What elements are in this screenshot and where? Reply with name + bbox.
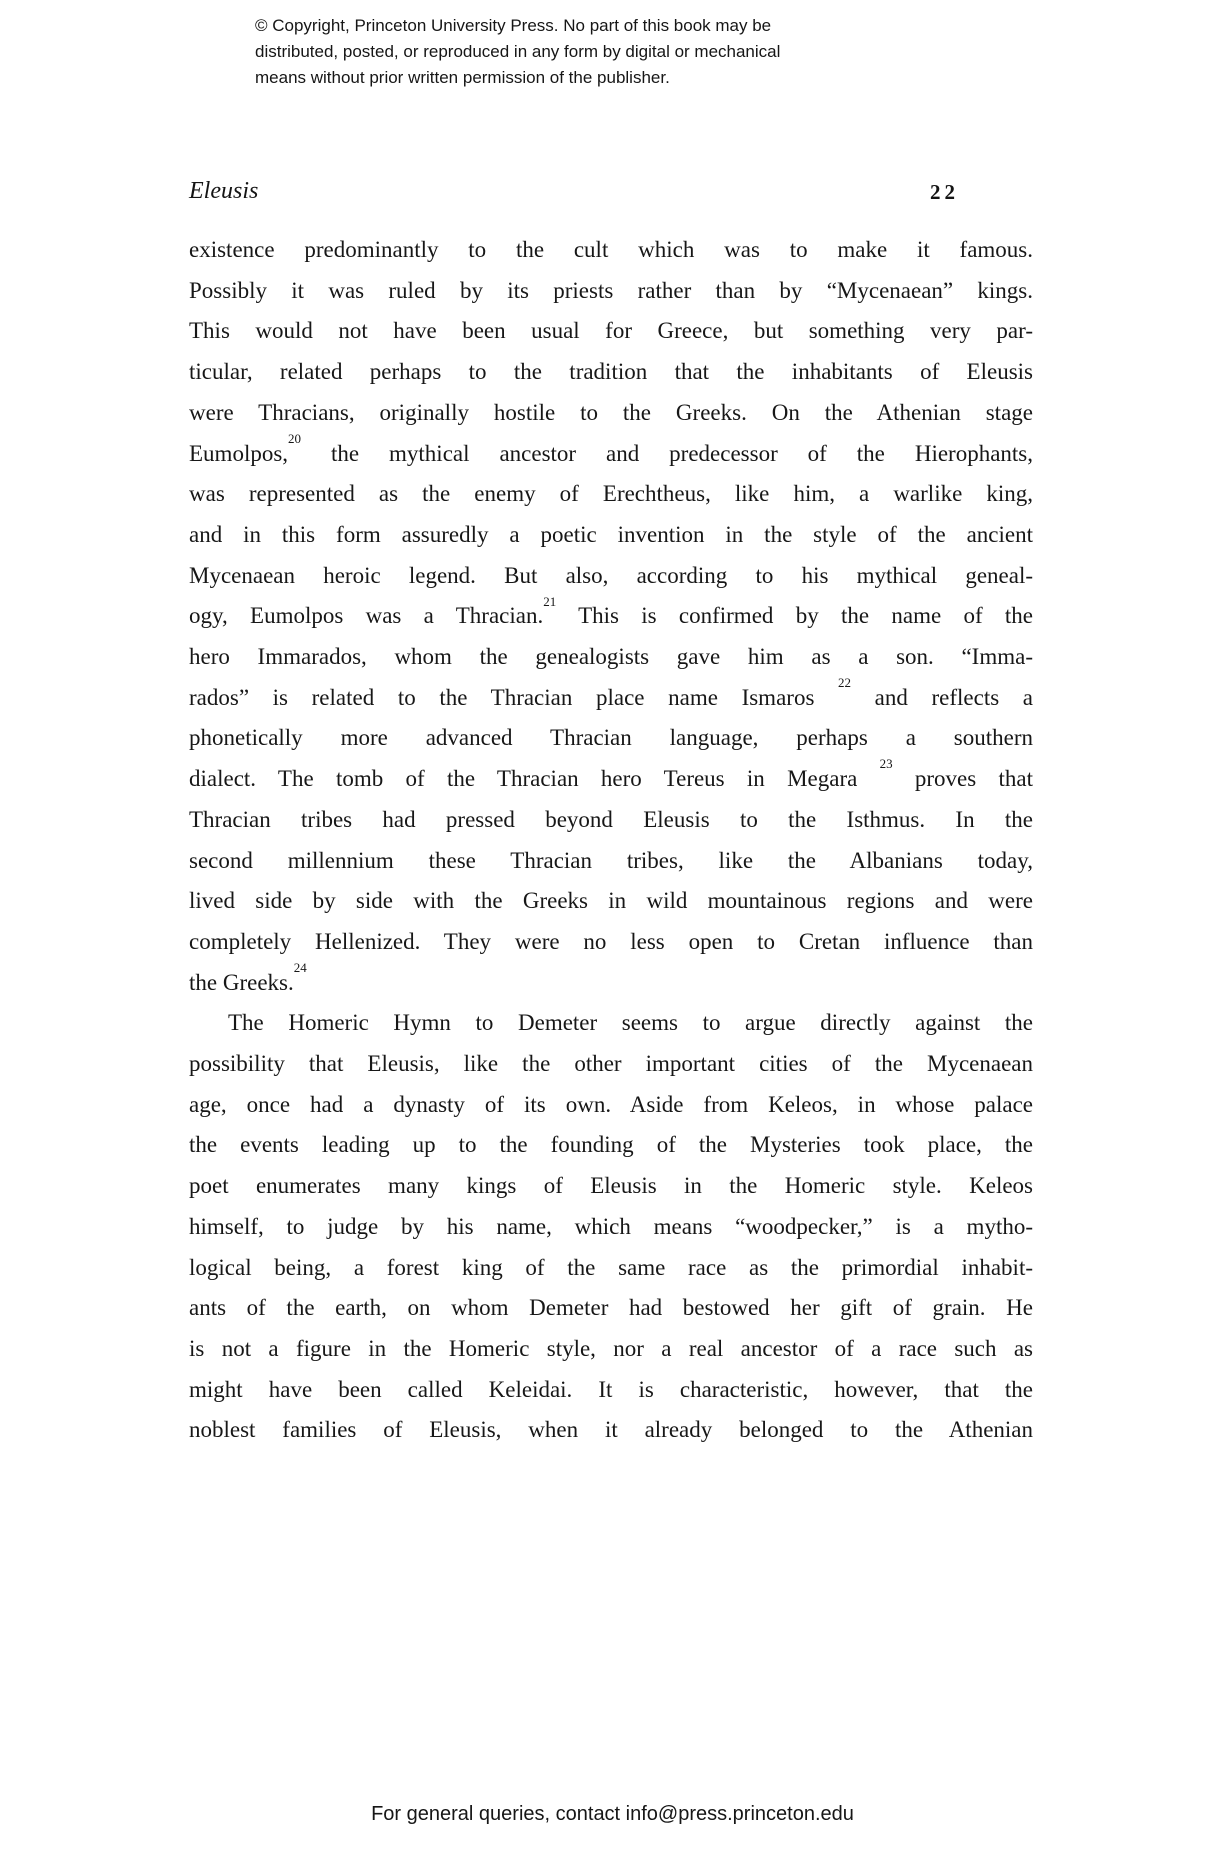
text-line: age, once had a dynasty of its own. Aside from Keleos, in whose palace [189, 1091, 1033, 1117]
text-line: This would not have been usual for Greece, but something very par- [189, 318, 1033, 344]
text-line: and in this form assuredly a poetic invention in the style of the ancient [189, 521, 1033, 547]
text-line: dialect. The tomb of the Thracian hero Tereus in Megara $^{23}$ proves that [189, 756, 1033, 792]
running-header [189, 178, 1033, 210]
text-line: existence predominantly to the cult which was to make it famous. [189, 237, 1033, 262]
text-line: Possibly it was ruled by its priests rather than by “Mycenaean” kings. [189, 277, 1033, 303]
text-line: ogy, Eumolpos was a Thracian.$^{21}$ This is confirmed by the name of the [189, 593, 1033, 629]
page-number: 22 [930, 180, 959, 204]
copyright-line: means without prior written permission of the publisher. [255, 68, 670, 87]
text-line: Mycenaean heroic legend. But also, according to his mythical geneal- [189, 562, 1033, 588]
text-line: was represented as the enemy of Erechtheus, like him, a warlike king, [189, 481, 1033, 507]
text-line: himself, to judge by his name, which means “woodpecker,” is a mytho- [189, 1213, 1033, 1239]
text-line: is not a figure in the Homeric style, nor a real ancestor of a race such as [189, 1335, 1033, 1361]
text-line: phonetically more advanced Thracian language, perhaps a southern [189, 725, 1033, 751]
text-line: noblest families of Eleusis, when it already belonged to the Athenian [189, 1417, 1033, 1443]
footnote-reference: 20 [288, 430, 302, 446]
text-line: poet enumerates many kings of Eleusis in the Homeric style. Keleos [189, 1173, 1033, 1199]
copyright-line: distributed, posted, or reproduced in any form by digital or mechanical [255, 42, 781, 61]
text-line: rados” is related to the Thracian place name Ismaros $^{22}$ and reflects a [189, 675, 1034, 710]
text-line: completely Hellenized. They were no less open to Cretan influence than [189, 928, 1033, 954]
text-line: The Homeric Hymn to Demeter seems to argue directly against the [228, 1010, 1033, 1036]
footer-contact-text: For general queries, contact info@press.princeton.edu [371, 1803, 854, 1825]
text-line: Thracian tribes had pressed beyond Eleusis to the Isthmus. In the [189, 806, 1033, 832]
text-line: second millennium these Thracian tribes, like the Albanians today, [189, 847, 1033, 873]
text-line: ticular, related perhaps to the tradition that the inhabitants of Eleusis [189, 359, 1033, 385]
text-line: logical being, a forest king of the same race as the primordial inhabit- [189, 1254, 1033, 1280]
text-line: possibility that Eleusis, like the other important cities of the Mycenaean [189, 1051, 1033, 1077]
copyright-notice [255, 13, 895, 91]
running-title: Eleusis [189, 178, 259, 204]
text-line: were Thracians, originally hostile to the Greeks. On the Athenian stage [189, 399, 1033, 425]
text-line: the events leading up to the founding of the Mysteries took place, the [189, 1132, 1033, 1158]
text-line: Eumolpos,$^{20}$ the mythical ancestor and predecessor of the Hierophants, [189, 430, 1033, 466]
text-line: the Greeks.$^{24}$ [189, 960, 307, 995]
footnote-reference: 23 [879, 756, 893, 772]
page-footer [0, 1803, 1225, 1826]
footnote-reference: 22 [838, 675, 852, 691]
footnote-reference: 21 [543, 593, 557, 609]
text-line: might have been called Keleidai. It is characteristic, however, that the [189, 1376, 1033, 1402]
text-line: lived side by side with the Greeks in wild mountainous regions and were [189, 888, 1033, 914]
body-text [189, 230, 1033, 1451]
text-line: ants of the earth, on whom Demeter had bestowed her gift of grain. He [189, 1295, 1033, 1321]
footnote-reference: 24 [293, 960, 307, 975]
copyright-line: © Copyright, Princeton University Press. No part of this book may be [255, 16, 772, 35]
text-line: hero Immarados, whom the genealogists gave him as a son. “Imma- [189, 644, 1033, 670]
